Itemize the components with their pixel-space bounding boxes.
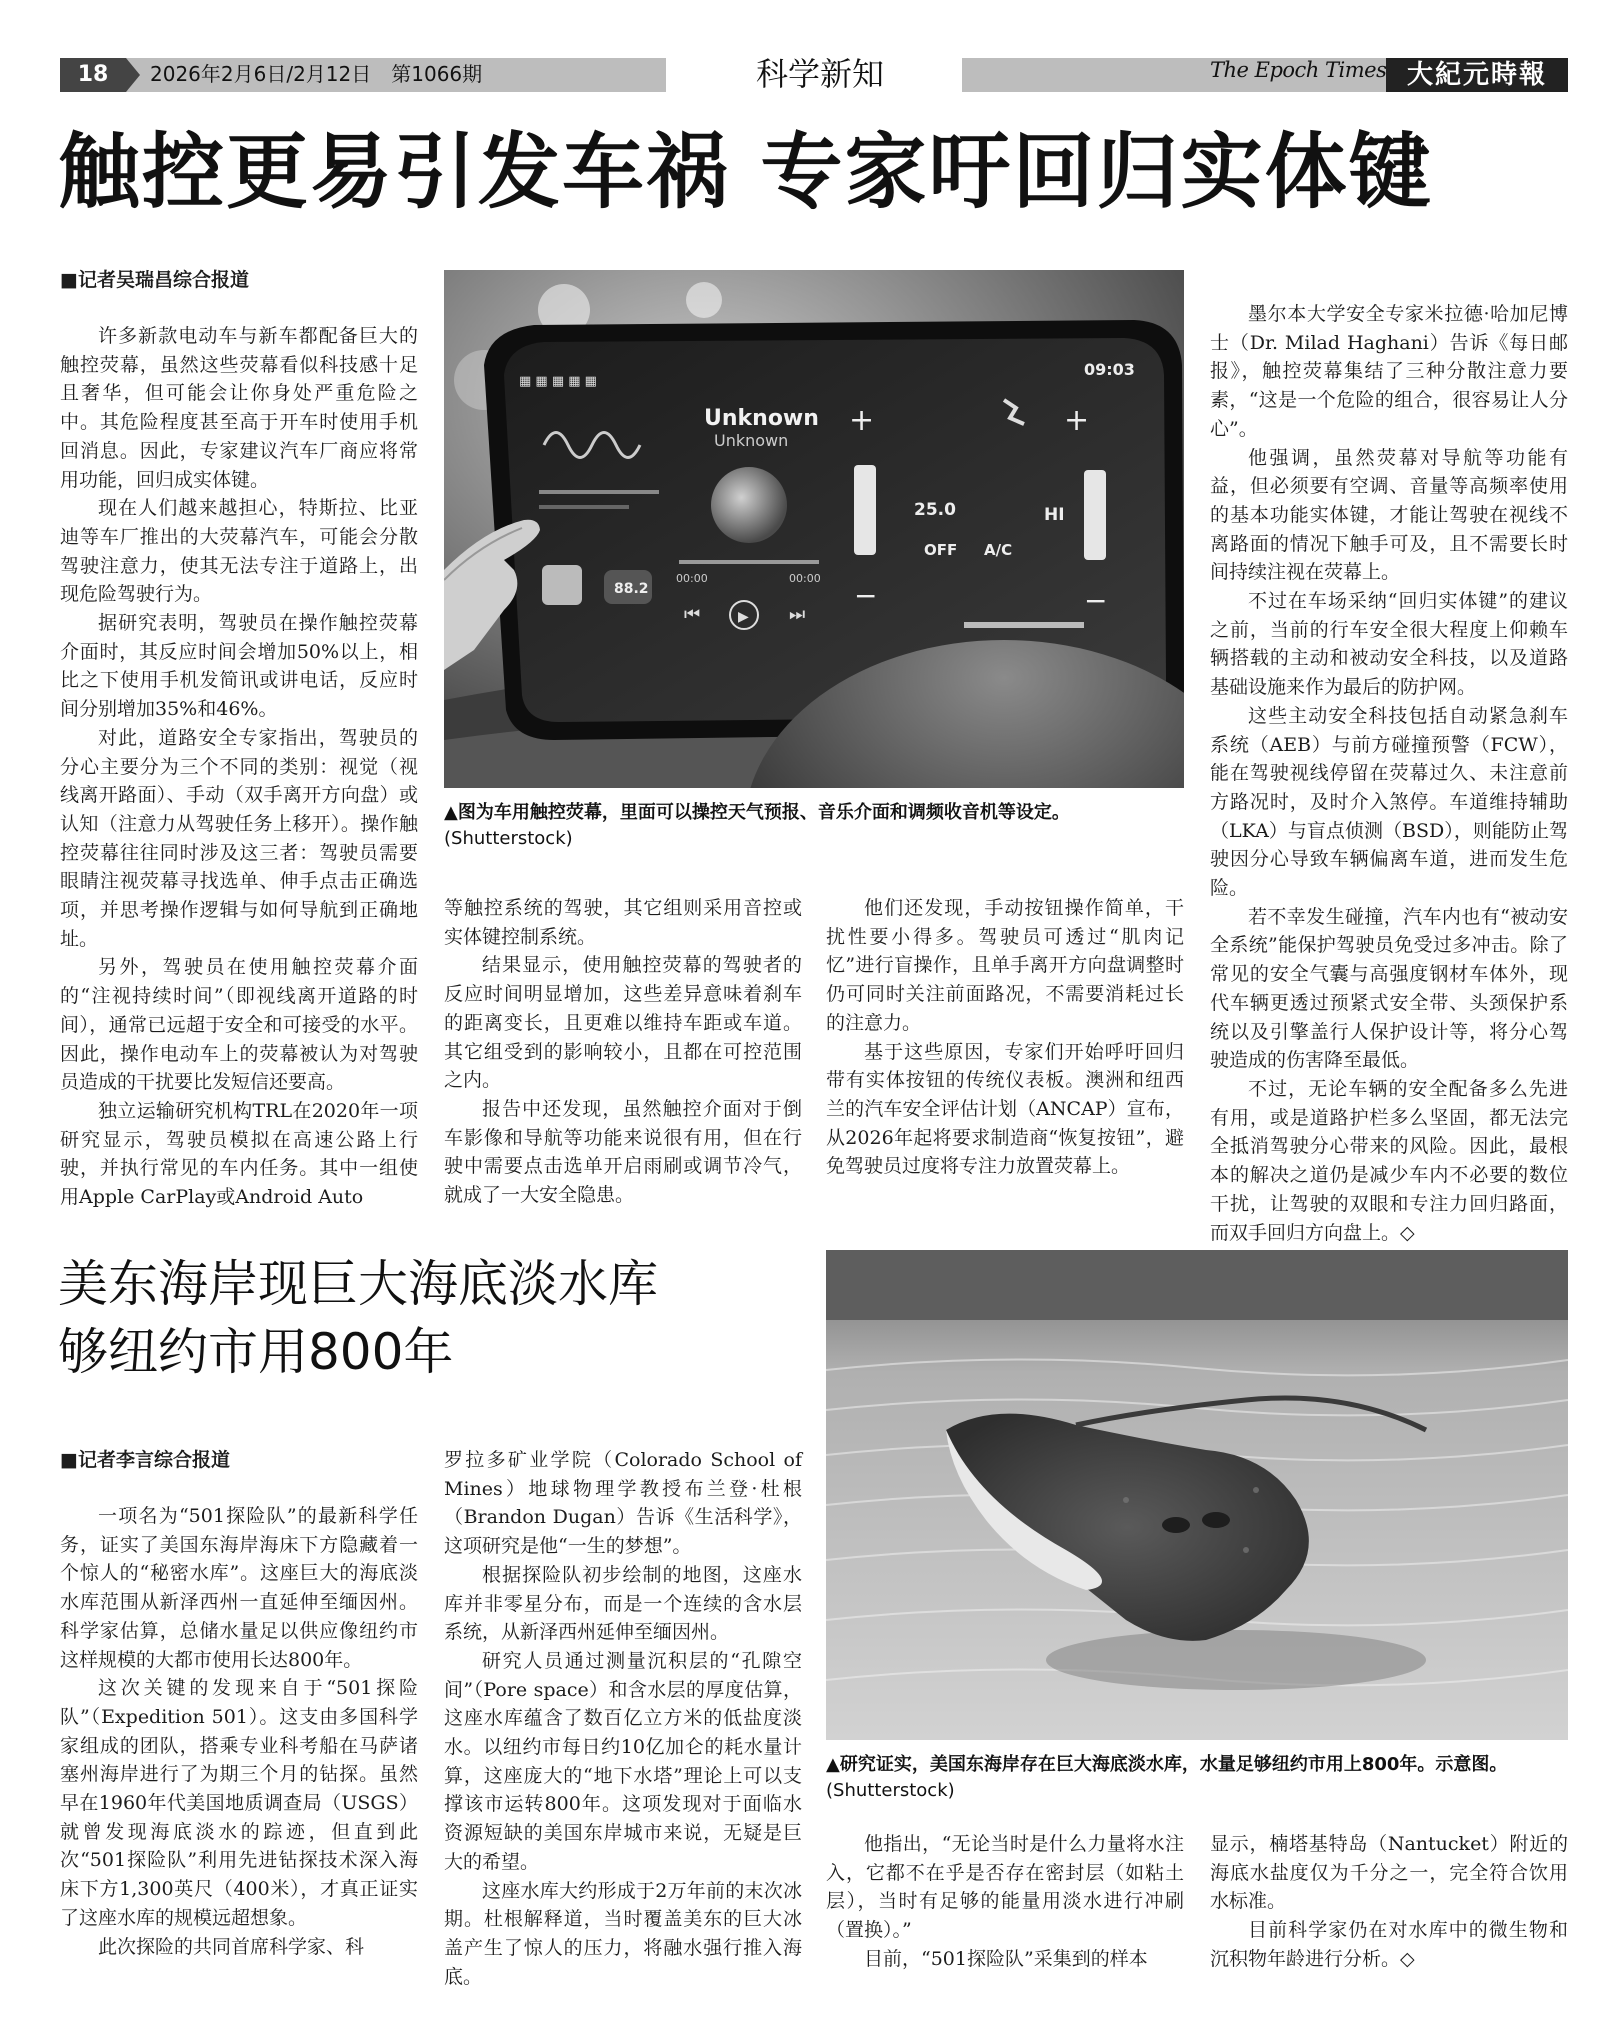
screen-track-title: Unknown [704,406,819,431]
article1-col1 [60,266,418,1212]
paragraph: 报告中还发现，虽然触控介面对于倒车影像和导航等功能来说很有用，但在行驶中需要点击选单开启雨刷或调节冷气，就成了一大安全隐患。 [444,1097,802,1207]
screen-fan-level: HI [1044,505,1065,525]
paragraph: 显示，楠塔基特岛（Nantucket）附近的海底水盐度仅为千分之一，完全符合饮用水标准。 [1210,1833,1568,1913]
paragraph: 结果显示，使用触控荧幕的驾驶者的反应时间明显增加，这些差异意味着刹车的距离变长，且更难以维持车距或车道。其它组受到的影响较小，且都在可控范围之内。 [444,954,802,1092]
screen-ac: A/C [984,541,1013,559]
article2-caption-text: ▲研究证实，美国东海岸存在巨大海底淡水库，水量足够纽约市用上800年。示意图。 [826,1754,1508,1775]
svg-text:▦ ▦ ▦ ▦ ▦: ▦ ▦ ▦ ▦ ▦ [519,374,597,389]
section-title: 科学新知 [755,55,884,93]
screen-time-elapsed: 00:00 [676,572,708,585]
article2-headline-line2: 够纽约市用800年 [58,1323,454,1381]
article1-photo-caption [444,800,1204,852]
paragraph: 等触控系统的驾驶，其它组则采用音控或实体键控制系统。 [444,897,802,948]
car-touchscreen-photo [444,270,1184,788]
article1-caption-text: ▲图为车用触控荧幕，里面可以操控天气预报、音乐介面和调频收音机等设定。 [444,802,1070,823]
paragraph: 他强调，虽然荧幕对导航等功能有益，但必须要有空调、音量等高频率使用的基本功能实体键，才能让驾驶在视线不离路面的情况下触手可及，且不需要长时间持续注视在荧幕上。 [1210,446,1568,584]
screen-ac-off: OFF [924,541,958,559]
stingray-photo [826,1250,1568,1740]
paragraph: 罗拉多矿业学院（Colorado School of Mines）地球物理学教授布兰登·杜根（Brandon Dugan）告诉《生活科学》，这项研究是他“一生的梦想”。 [444,1449,802,1558]
article2-col4 [1210,1830,1568,1974]
paragraph: 不过，无论车辆的安全配备多么先进有用，或是道路护栏多么坚固，都无法完全抵消驾驶分心带来的风险。因此，最根本的解决之道仍是减少车内不必要的数位干扰，让驾驶的双眼和专注力回归路面，而双手回归方向盘上。◇ [1210,1077,1568,1244]
article1-byline: ■记者吴瑞昌综合报道 [60,269,249,291]
paragraph: 据研究表明，驾驶员在操作触控荧幕介面时，其反应时间会增加50%以上，相比之下使用手机发简讯或讲电话，反应时间分别增加35%和46%。 [60,612,418,721]
paragraph: 若不幸发生碰撞，汽车内也有“被动安全系统”能保护驾驶员免受过多冲击。除了常见的安全气囊与高强度钢材车体外，现代车辆更透过预紧式安全带、头颈保护系统以及引擎盖行人保护设计等，将分心驾驶造成的伤害降至最低。 [1210,905,1568,1072]
paragraph: 一项名为“501探险队”的最新科学任务，证实了美国东海岸海床下方隐藏着一个惊人的“秘密水库”。这座巨大的海底淡水库范围从新泽西州一直延伸至缅因州。科学家估算，总储水量足以供应像纽约市这样规模的大都市使用长达800年。 [60,1505,418,1671]
svg-text:⏭: ⏭ [789,604,806,625]
paragraph: 研究人员通过测量沉积层的“孔隙空间”（Pore space）和含水层的厚度估算，这座水库蕴含了数百亿立方米的低盐度淡水。以纽约市每日约10亿加仑的耗水量计算，这座庞大的“地下水塔”理论上可以支撑该市运转800年。这项发现对于面临水资源短缺的美国东岸城市来说，无疑是巨大的希望。 [444,1649,802,1873]
article2-col2 [444,1446,802,1991]
article2-col1-body [60,1502,418,1961]
article1-col4 [1210,300,1568,1247]
svg-text:+: + [1064,403,1090,438]
page-number-arrow [126,58,140,92]
article2-byline: ■记者李言综合报道 [60,1449,230,1471]
screen-temperature: 25.0 [914,500,956,520]
svg-text:▶: ▶ [738,609,749,625]
paragraph: 此次探险的共同首席科学家、科 [98,1935,365,1958]
svg-text:−: − [854,579,878,612]
paragraph: 另外，驾驶员在使用触控荧幕介面的“注视持续时间”（即视线离开道路的时间），通常已远超于安全和可接受的水平。因此，操作电动车上的荧幕被认为对驾驶员造成的干扰要比发短信还要高。 [60,956,418,1094]
publication-logo: 大紀元時報 [1386,58,1568,92]
article1-col3 [826,894,1184,1181]
article2-caption-credit: (Shutterstock) [826,1780,955,1801]
svg-text:+: + [849,403,875,438]
screen-time-total: 00:00 [789,572,821,585]
paragraph: 这些主动安全科技包括自动紧急刹车系统（AEB）与前方碰撞预警（FCW），能在驾驶视线停留在荧幕过久、未注意前方路况时，及时介入煞停。车道维持辅助（LKA）与盲点侦测（BSD），则能防止驾驶因分心导致车辆偏离车道，进而发生危险。 [1210,704,1568,900]
svg-text:88.2: 88.2 [614,581,649,597]
article2-col3 [826,1830,1184,1974]
page-number: 18 [60,58,126,92]
article1-caption-credit: (Shutterstock) [444,828,573,849]
paragraph: 基于这些原因，专家们开始呼吁回归带有实体按钮的传统仪表板。澳洲和纽西兰的汽车安全评估计划（ANCAP）宣布，从2026年起将要求制造商“恢复按钮”，避免驾驶员过度将专注力放置荧幕上。 [826,1040,1184,1178]
paragraph: 不过在车场采纳“回归实体键”的建议之前，当前的行车安全很大程度上仰赖车辆搭载的主动和被动安全科技，以及道路基础设施来作为最后的防护网。 [1210,590,1568,699]
article2-photo-caption [826,1752,1586,1804]
article2-headline [58,1250,818,1386]
svg-text:⏮: ⏮ [684,604,701,625]
paragraph: 对此，道路安全专家指出，驾驶员的分心主要分为三个不同的类别：视觉（视线离开路面）、手动（双手离开方向盘）或认知（注意力从驾驶任务上移开）。操作触控荧幕往往同时涉及这三者：驾驶员需要眼睛注视荧幕寻找选单、伸手点击正确选项，并思考操作逻辑与如何导航到正确地址。 [60,726,418,950]
paragraph: 他指出，“无论当时是什么力量将水注入，它都不在乎是否存在密封层（如粘土层），当时有足够的能量用淡水进行冲刷（置换）。” [826,1833,1184,1942]
screen-track-artist: Unknown [714,431,789,450]
paragraph: 根据探险队初步绘制的地图，这座水库并非零星分布，而是一个连续的含水层系统，从新泽西州延伸至缅因州。 [444,1563,802,1644]
article2-headline-line1: 美东海岸现巨大海底淡水库 [58,1255,658,1313]
article2-col1 [60,1446,418,1961]
article1-headline: 触控更易引发车祸 专家吁回归实体键 [58,125,1433,220]
paragraph: 他们还发现，手动按钮操作简单，干扰性要小得多。驾驶员可透过“肌肉记忆”进行盲操作，且单手离开方向盘调整时仍可同时关注前面路况，不需要消耗过长的注意力。 [826,897,1184,1034]
svg-text:−: − [1084,584,1108,617]
paragraph: 目前科学家仍在对水库中的微生物和沉积物年龄进行分析。◇ [1210,1919,1568,1970]
paragraph: 许多新款电动车与新车都配备巨大的触控荧幕，虽然这些荧幕看似科技感十足且奢华，但可能会让你身处严重危险之中。其危险程度甚至高于开车时使用手机回消息。因此，专家建议汽车厂商应将常用功能，回归成实体键。 [60,325,418,491]
paragraph: 这座水库大约形成于2万年前的末次冰期。杜根解释道，当时覆盖美东的巨大冰盖产生了惊人的压力，将融水强行推入海底。 [444,1879,802,1988]
paragraph: 这次关键的发现来自于“501探险队”（Expedition 501）。这支由多国科学家组成的团队，搭乘专业科考船在马萨诸塞州海岸进行了为期三个月的钻探。虽然早在1960年代美国地质调查局（USGS）就曾发现海底淡水的踪迹，但直到此次“501探险队”利用先进钻探技术深入海床下方1,300英尺（400米），才真正证实了这座水库的规模远超想象。 [60,1677,418,1929]
paragraph: 独立运输研究机构TRL在2020年一项研究显示，驾驶员模拟在高速公路上行驶，并执行常见的车内任务。其中一组使用Apple CarPlay或Android Auto [60,1099,418,1209]
paragraph: 墨尔本大学安全专家米拉德·哈加尼博士（Dr. Milad Haghani）告诉《每日邮报》，触控荧幕集结了三种分散注意力要素，“这是一个危险的组合，很容易让人分心”。 [1210,303,1568,440]
paragraph: 目前，“501探险队”采集到的样本 [864,1947,1148,1970]
issue-date: 2026年2月6日/2月12日 第1066期 [150,62,483,86]
article1-col2 [444,894,802,1210]
paragraph: 现在人们越来越担心，特斯拉、比亚迪等车厂推出的大荧幕汽车，可能会分散驾驶注意力，使其无法专注于道路上，出现危险驾驶行为。 [60,497,418,606]
article1-col1-body [60,322,418,1212]
publication-name: The Epoch Times [1210,58,1387,82]
screen-time: 09:03 [1084,360,1135,379]
